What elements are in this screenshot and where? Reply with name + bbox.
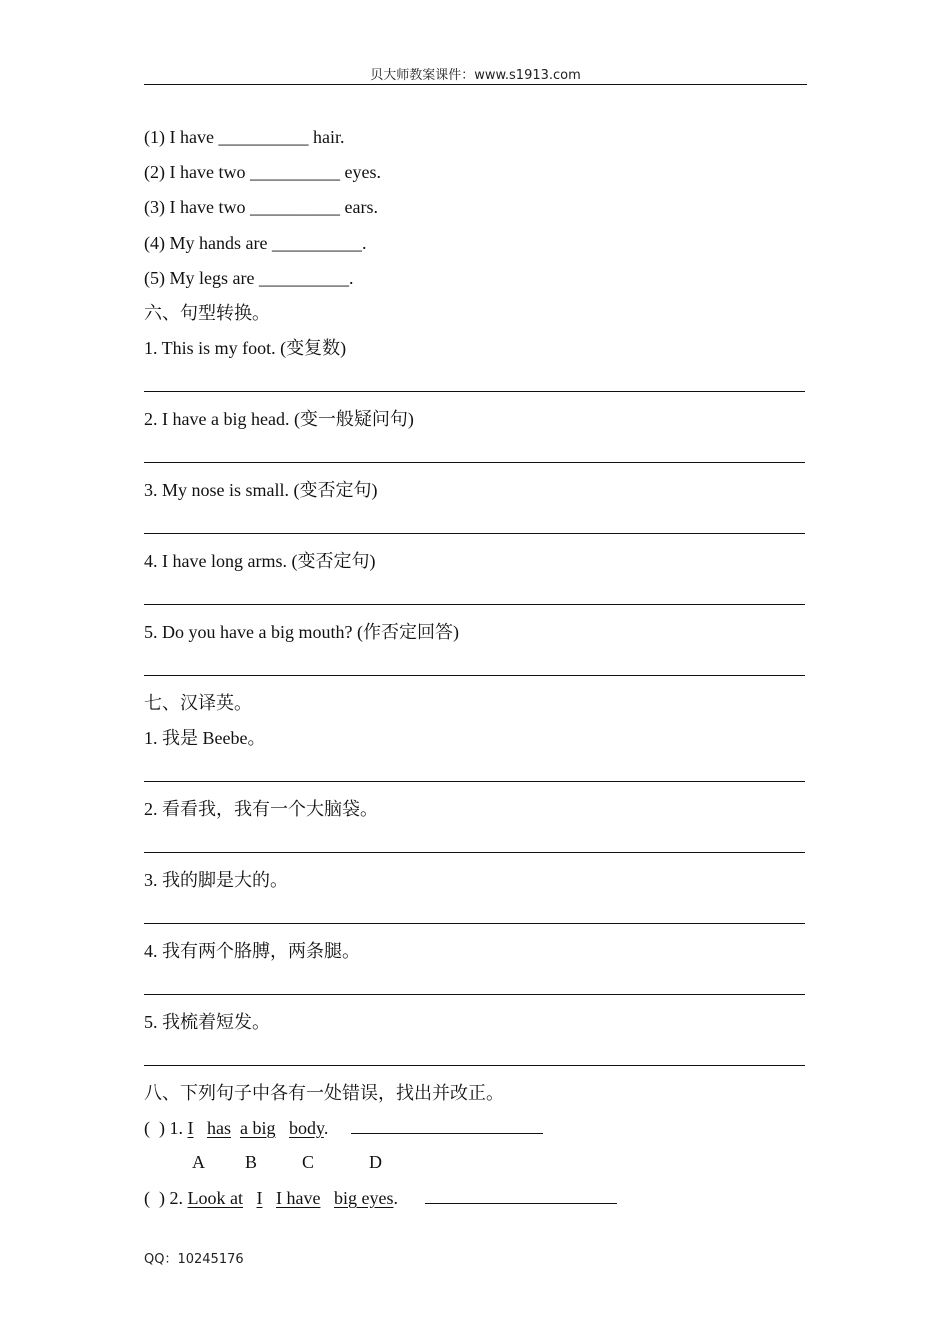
section-7-title: 七、汉译英。 <box>144 693 252 713</box>
option-d-text: body <box>289 1118 324 1138</box>
section-6-title: 六、句型转换。 <box>144 303 270 323</box>
answer-blank[interactable]: __________ <box>249 162 340 182</box>
option-d-text: big eyes <box>333 1188 394 1208</box>
fill-blank-item-5: (5) My legs are __________. <box>144 268 354 288</box>
option-label-c: C <box>302 1152 315 1172</box>
option-label-d: D <box>369 1152 382 1172</box>
answer-paren[interactable]: ( ) 1. <box>144 1118 183 1138</box>
error-question-2: ( ) 2. Look at I I have big eyes. <box>144 1187 617 1209</box>
option-b-text: has <box>207 1118 231 1138</box>
answer-line[interactable] <box>144 462 805 463</box>
answer-line[interactable] <box>144 994 805 995</box>
section-6-item-2: 2. I have a big head. (变一般疑问句) <box>144 409 414 429</box>
answer-paren[interactable]: ( ) 2. <box>144 1188 183 1208</box>
answer-blank[interactable]: __________ <box>271 233 362 253</box>
section-6-item-3: 3. My nose is small. (变否定句) <box>144 480 378 500</box>
section-7-item-1: 1. 我是 Beebe。 <box>144 728 266 748</box>
answer-line[interactable] <box>144 1065 805 1066</box>
option-a-text: I <box>187 1118 194 1138</box>
section-7-item-2: 2. 看看我，我有一个大脑袋。 <box>144 799 378 819</box>
page-header: 贝大师教案课件：www.s1913.com <box>370 68 581 83</box>
option-c-text: I have <box>276 1188 321 1208</box>
error-question-1: ( ) 1. I has a big body. <box>144 1117 543 1139</box>
answer-blank[interactable]: __________ <box>258 268 349 288</box>
answer-blank[interactable]: __________ <box>218 127 309 147</box>
correction-blank[interactable] <box>425 1187 617 1204</box>
answer-line[interactable] <box>144 391 805 392</box>
fill-blank-item-4: (4) My hands are __________. <box>144 233 367 253</box>
header-rule <box>144 84 807 85</box>
option-c-text: a big <box>240 1118 276 1138</box>
section-7-item-3: 3. 我的脚是大的。 <box>144 870 288 890</box>
answer-line[interactable] <box>144 533 805 534</box>
fill-blank-item-2: (2) I have two __________ eyes. <box>144 162 381 182</box>
option-label-b: B <box>245 1152 258 1172</box>
answer-line[interactable] <box>144 781 805 782</box>
section-6-item-4: 4. I have long arms. (变否定句) <box>144 551 376 571</box>
answer-line[interactable] <box>144 604 805 605</box>
option-b-text: I <box>256 1188 263 1208</box>
answer-line[interactable] <box>144 923 805 924</box>
fill-blank-item-3: (3) I have two __________ ears. <box>144 197 378 217</box>
section-7-item-4: 4. 我有两个胳膊，两条腿。 <box>144 941 360 961</box>
page-footer: QQ：10245176 <box>144 1252 244 1267</box>
section-6-item-1: 1. This is my foot. (变复数) <box>144 338 347 358</box>
answer-line[interactable] <box>144 675 805 676</box>
option-label-a: A <box>192 1152 205 1172</box>
section-6-item-5: 5. Do you have a big mouth? (作否定回答) <box>144 622 459 642</box>
correction-blank[interactable] <box>351 1117 543 1134</box>
section-7-item-5: 5. 我梳着短发。 <box>144 1012 270 1032</box>
section-8-title: 八、下列句子中各有一处错误，找出并改正。 <box>144 1083 504 1103</box>
fill-blank-item-1: (1) I have __________ hair. <box>144 127 345 147</box>
option-a-text: Look at <box>187 1188 243 1208</box>
answer-line[interactable] <box>144 852 805 853</box>
answer-blank[interactable]: __________ <box>249 197 340 217</box>
